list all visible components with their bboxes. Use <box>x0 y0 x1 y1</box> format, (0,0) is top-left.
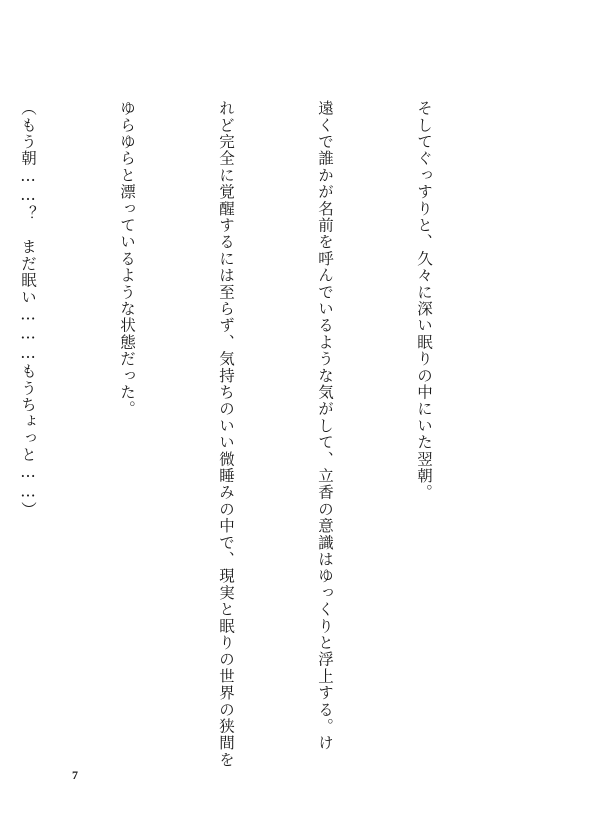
text-line: ゆらゆらと漂っているような状態だった。 <box>118 100 136 418</box>
text-line: そしてぐっすりと、久々に深い眠りの中にいた翌朝。 <box>415 100 433 501</box>
text-line: 遠くで誰かが名前を呼んでいるような気がして、立香の意識はゆっくりと浮上する。け <box>316 100 334 752</box>
page-number: 7 <box>72 768 78 782</box>
body-text <box>0 100 506 768</box>
text-line: （もう朝……？ まだ眠い………もうちょっと……） <box>19 100 37 519</box>
text-line: れど完全に覚醒するには至らず、気持ちのいい微睡みの中で、現実と眠りの世界の狭間を <box>217 100 235 768</box>
